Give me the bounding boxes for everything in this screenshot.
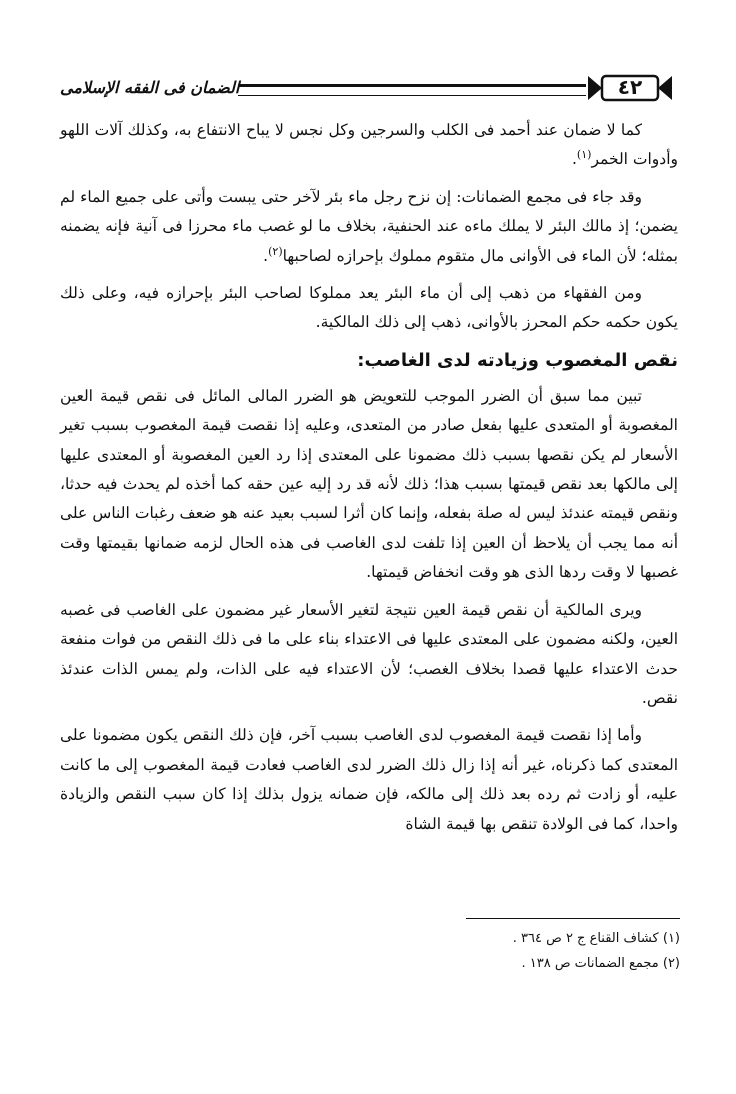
page-header	[60, 72, 680, 108]
footnotes	[380, 926, 680, 976]
footnote-ref[interactable]: (٢)	[268, 244, 283, 258]
body-text	[60, 116, 678, 847]
paragraph	[60, 116, 678, 175]
section-heading: نقص المغصوب وزيادته لدى الغاصب:	[357, 349, 678, 371]
page-number: ٤٢	[617, 75, 643, 99]
footnote-ref[interactable]: (١)	[576, 148, 592, 162]
footnote-item: (١) كشاف القناع ج ٢ ص ٣٦٤ .	[512, 931, 680, 946]
paragraph-end: .	[571, 150, 577, 169]
header-rule	[238, 84, 586, 96]
footnote-separator	[466, 918, 680, 919]
paragraph: تبين مما سبق أن الضرر الموجب للتعويض هو الضرر المالى المائل فى نقص قيمة العين المغصوبة أو المتعدى عليها بفعل صادر من المتعدى، وعليه إذا نقصت قيمة المغصوب بسبب تغير الأسعار لم يكن نقصها بسبب ذلك مضمونا على المعتدى إذا رد العين المغصوبة أو المعتدى عليها إلى مالكها بعد نقص قيمتها بسبب هذا؛ ذلك لأنه قد رد إليه عين حقه كما أخذه لم يحدث فيه حدثا، ونقص قيمته عندئذ ليس له صلة بفعله، وإنما كان أثرا لسبب بعيد عنه هو ضعف رغبات الناس على أنه مما يجب أن يلاحظ أن العين إذا تلفت لدى الغاصب فى هذه الحال لزمه ضمانها بقيمتها وقت غصبها لا وقت ردها الذى هو وقت انخفاض قيمتها.	[60, 386, 678, 582]
paragraph	[60, 183, 678, 271]
paragraph: وأما إذا نقصت قيمة المغصوب لدى الغاصب بسبب آخر، فإن ذلك النقص يكون مضمونا على المعتدى كما ذكرناه، غير أنه إذا زال ذلك الضرر لدى الغاصب فعادت قيمة المغصوب إلى ما كانت عليه، أو زادت ثم رده بعد ذلك إلى مالكه، فإن ضمانه يزول بذلك إذا كان سبب النقص والزيادة واحدا، كما فى الولادة تنقص بها قيمة الشاة	[60, 726, 678, 833]
footnote-item: (٢) مجمع الضمانات ص ١٣٨ .	[521, 956, 680, 971]
paragraph: ويرى المالكية أن نقص قيمة العين نتيجة لتغير الأسعار غير مضمون على الغاصب فى غصبه العين، ولكنه مضمون على المعتدى عليها فى الاعتداء بناء على ما فى ذلك النقص من فوات منفعة حدث الاعتداء عليها قصدا بخلاف الغصب؛ لأن الاعتداء فيه على الذات، ولم يمس الذات عندئذ نقص.	[60, 600, 678, 707]
paragraph-text: وقد جاء فى مجمع الضمانات: إن نزح رجل ماء بئر لآخر حتى يبست وأتى على جميع الماء لم يضمن؛ إذ مالك البئر لا يملك ماءه عند الحنفية، بخلاف ما لو غصب ماء محرزا فى آنية فإنه يضمنه بمثله؛ لأن الماء فى الأوانى مال متقوم مملوك بإحرازه لصاحبها	[60, 187, 678, 265]
paragraph-end: .	[263, 246, 269, 265]
page-number-badge	[588, 74, 672, 102]
paragraph-text: كما لا ضمان عند أحمد فى الكلب والسرجين وكل نجس لا يباح الانتفاع به، وكذلك آلات اللهو وأدوات الخمر	[60, 121, 678, 169]
paragraph: ومن الفقهاء من ذهب إلى أن ماء البئر يعد مملوكا لصاحب البئر بإحرازه فيه، وعلى ذلك يكون حكمه حكم المحرز بالأوانى، ذهب إلى ذلك المالكية.	[60, 284, 678, 332]
running-title: الضمان فى الفقه الإسلامى	[60, 78, 240, 97]
